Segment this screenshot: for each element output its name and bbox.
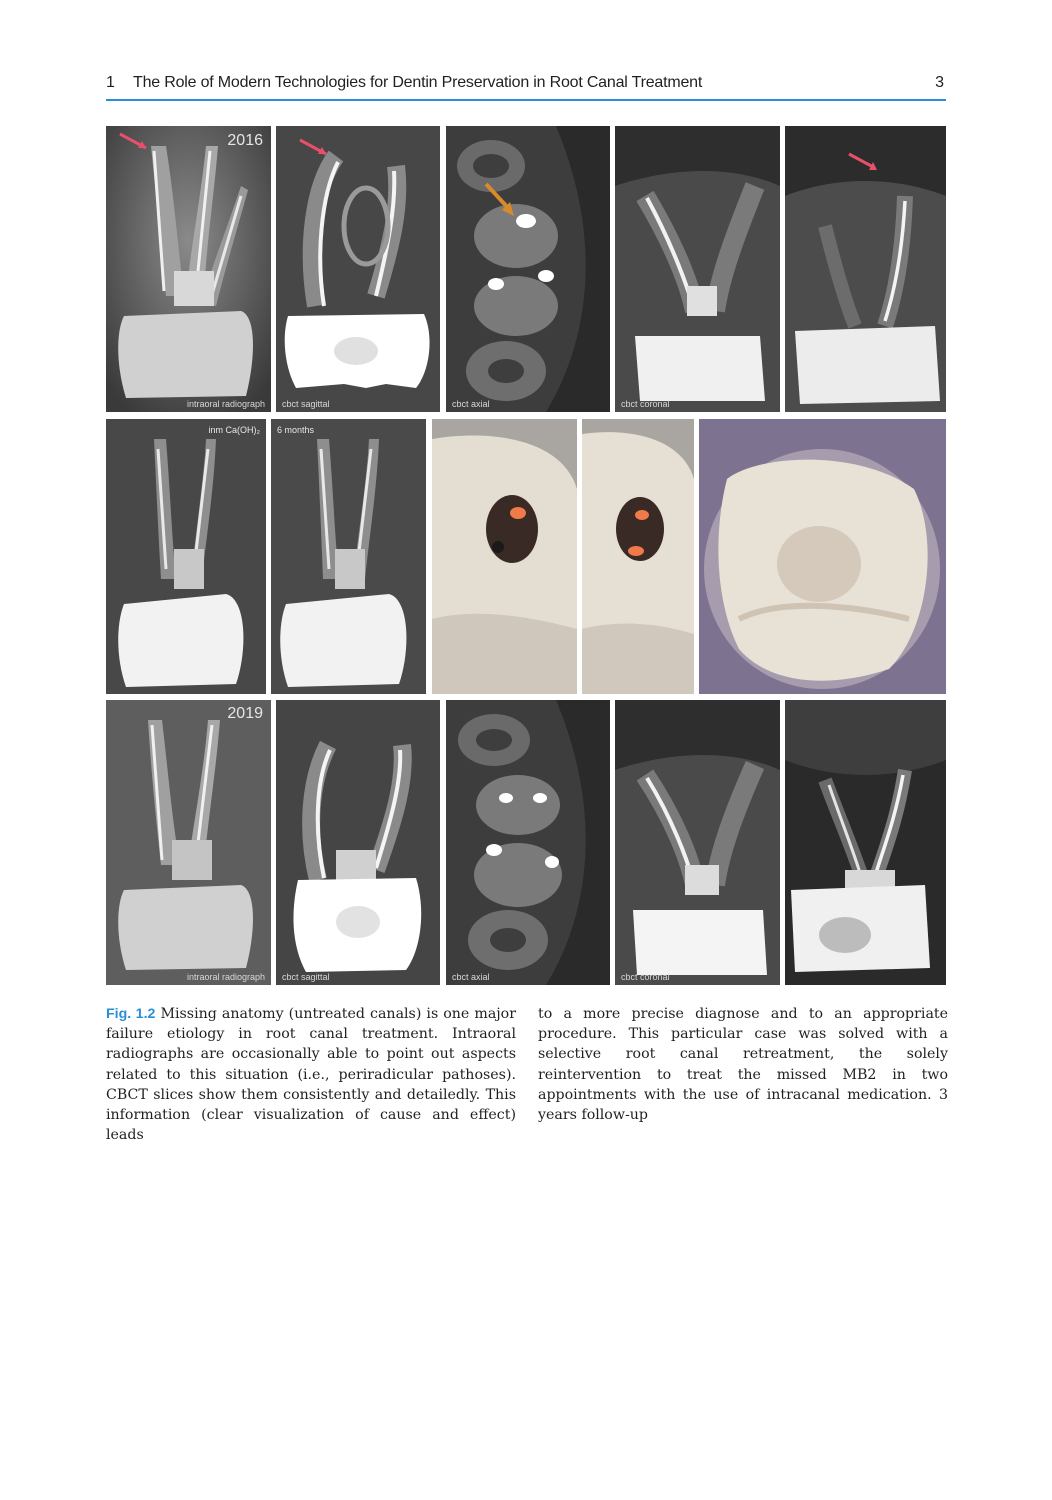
six-months-label: 6 months: [277, 425, 315, 435]
cbct-coronal-mb2-2019: [785, 700, 946, 985]
cbct-axial-2019: [446, 700, 610, 985]
cbct-axial-label-2019: cbct axial: [452, 972, 490, 982]
running-header: [106, 72, 946, 102]
intraoral-radiograph-label-2019: intraoral radiograph: [186, 972, 265, 982]
clinical-photo-restored: [699, 419, 946, 694]
cbct-sagittal-2019: [276, 700, 440, 985]
radiograph-2019-intraoral: [106, 700, 271, 985]
header-rule: [106, 99, 946, 101]
radiograph-6-months: [271, 419, 426, 694]
figure-label: Fig. 1.2: [106, 1006, 156, 1022]
figure-caption-right-column: [538, 1004, 948, 1125]
cbct-axial-2016: [446, 126, 610, 412]
caption-text-right: to a more precise diagnose and to an appropriate procedure. This particular case was solved with a selective root canal retreatment, the solely reintervention to treat the missed MB2 in two appointments with the use of intracanal medication. 3 years follow-up: [538, 1006, 948, 1124]
cbct-coronal-label-2019: cbct coronal: [621, 972, 670, 982]
intracanal-medication-label: inm Ca(OH)₂: [208, 425, 260, 435]
clinical-photo-access-1: [432, 419, 577, 694]
caption-text-left: Missing anatomy (untreated canals) is one major failure etiology in root canal treatment. Intraoral radiographs are occasionally able to point out aspects related to this situation (i.e., periradicular pathoses). CBCT slices show them consistently and detailedly. This information (clear visualization of cause and effect) leads: [106, 1006, 516, 1144]
running-title: The Role of Modern Technologies for Dentin Preservation in Root Canal Treatment: [133, 74, 703, 91]
chapter-number: 1: [106, 74, 115, 91]
cbct-coronal-label: cbct coronal: [621, 399, 670, 409]
cbct-sagittal-label: cbct sagittal: [282, 399, 330, 409]
intraoral-radiograph-label: intraoral radiograph: [186, 399, 265, 409]
cbct-coronal-mb2-2016: [785, 126, 946, 412]
figure-caption-left-column: [106, 1004, 516, 1145]
cbct-axial-label: cbct axial: [452, 399, 490, 409]
page-number: 3: [935, 74, 944, 91]
year-2016-label: 2016: [227, 132, 263, 149]
radiograph-2016-intraoral: [106, 126, 271, 412]
year-2019-label: 2019: [227, 705, 263, 722]
cbct-coronal-2016: [615, 126, 780, 412]
cbct-sagittal-2016: [276, 126, 440, 412]
clinical-photo-access-2: [582, 419, 694, 694]
cbct-sagittal-label-2019: cbct sagittal: [282, 972, 330, 982]
cbct-coronal-2019: [615, 700, 780, 985]
radiograph-intracanal-medication: [106, 419, 266, 694]
